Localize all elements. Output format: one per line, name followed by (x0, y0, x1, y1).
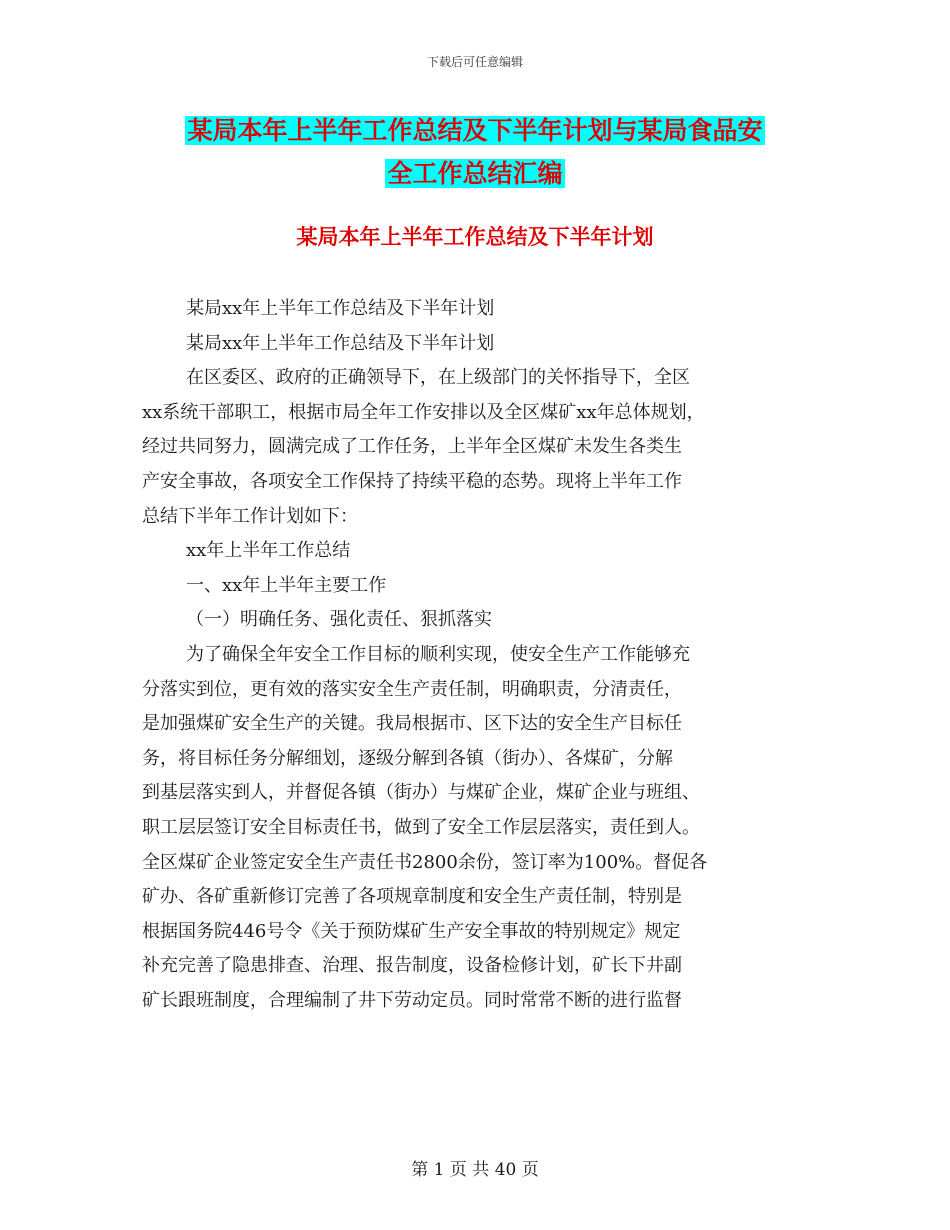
body-line: 到基层落实到人，并督促各镇（街办）与煤矿企业，煤矿企业与班组、 (142, 782, 700, 804)
body-line: 某局xx年上半年工作总结及下半年计划 (186, 298, 495, 319)
body-line: xx系统干部职工，根据市局全年工作安排以及全区煤矿xx年总体规划， (142, 401, 705, 423)
body-line: 务，将目标任务分解细划，逐级分解到各镇（街办）、各煤矿，分解 (142, 747, 673, 769)
document-title-text-1: 某局本年上半年工作总结及下半年计划与某局食品安 (187, 116, 763, 145)
page-footer: 第 1 页 共 40 页 (411, 1160, 539, 1180)
document-title-line-1 (0, 114, 950, 148)
body-line: 产安全事故，各项安全工作保持了持续平稳的态势。现将上半年工作 (142, 470, 682, 492)
body-line: 经过共同努力，圆满完成了工作任务，上半年全区煤矿未发生各类生 (142, 436, 682, 458)
header-note: 下载后可任意编辑 (426, 55, 523, 69)
body-line: 补充完善了隐患排查、治理、报告制度，设备检修计划，矿长下井副 (142, 955, 682, 977)
body-line: 一、xx年上半年主要工作 (186, 574, 387, 596)
body-text (142, 292, 814, 1018)
body-line: 某局xx年上半年工作总结及下半年计划 (186, 332, 495, 354)
body-line: 根据国务院446号令《关于预防煤矿生产安全事故的特别规定》规定 (142, 920, 681, 942)
document-title-text-2: 全工作总结汇编 (387, 159, 563, 188)
section-title: 某局本年上半年工作总结及下半年计划 (296, 225, 654, 249)
body-line: 矿办、各矿重新修订完善了各项规章制度和安全生产责任制，特别是 (142, 886, 682, 908)
body-line: 总结下半年工作计划如下： (142, 505, 358, 527)
body-line: 在区委区、政府的正确领导下，在上级部门的关怀指导下，全区 (186, 367, 690, 389)
body-line: 职工层层签订安全目标责任书，做到了安全工作层层落实，责任到人。 (142, 816, 700, 838)
body-line: 分落实到位，更有效的落实安全生产责任制，明确职责，分清责任， (142, 678, 682, 700)
body-line: （一）明确任务、强化责任、狠抓落实 (186, 609, 492, 631)
body-line: 为了确保全年安全工作目标的顺利实现，使安全生产工作能够充 (186, 643, 690, 665)
body-line: 是加强煤矿安全生产的关键。我局根据市、区下达的安全生产目标任 (142, 713, 682, 735)
document-title-line-2 (0, 157, 950, 191)
body-line: xx年上半年工作总结 (186, 540, 351, 562)
body-line: 全区煤矿企业签定安全生产责任书2800余份，签订率为100%。督促各 (142, 851, 708, 873)
body-line: 矿长跟班制度，合理编制了井下劳动定员。同时常常不断的进行监督 (142, 989, 682, 1011)
